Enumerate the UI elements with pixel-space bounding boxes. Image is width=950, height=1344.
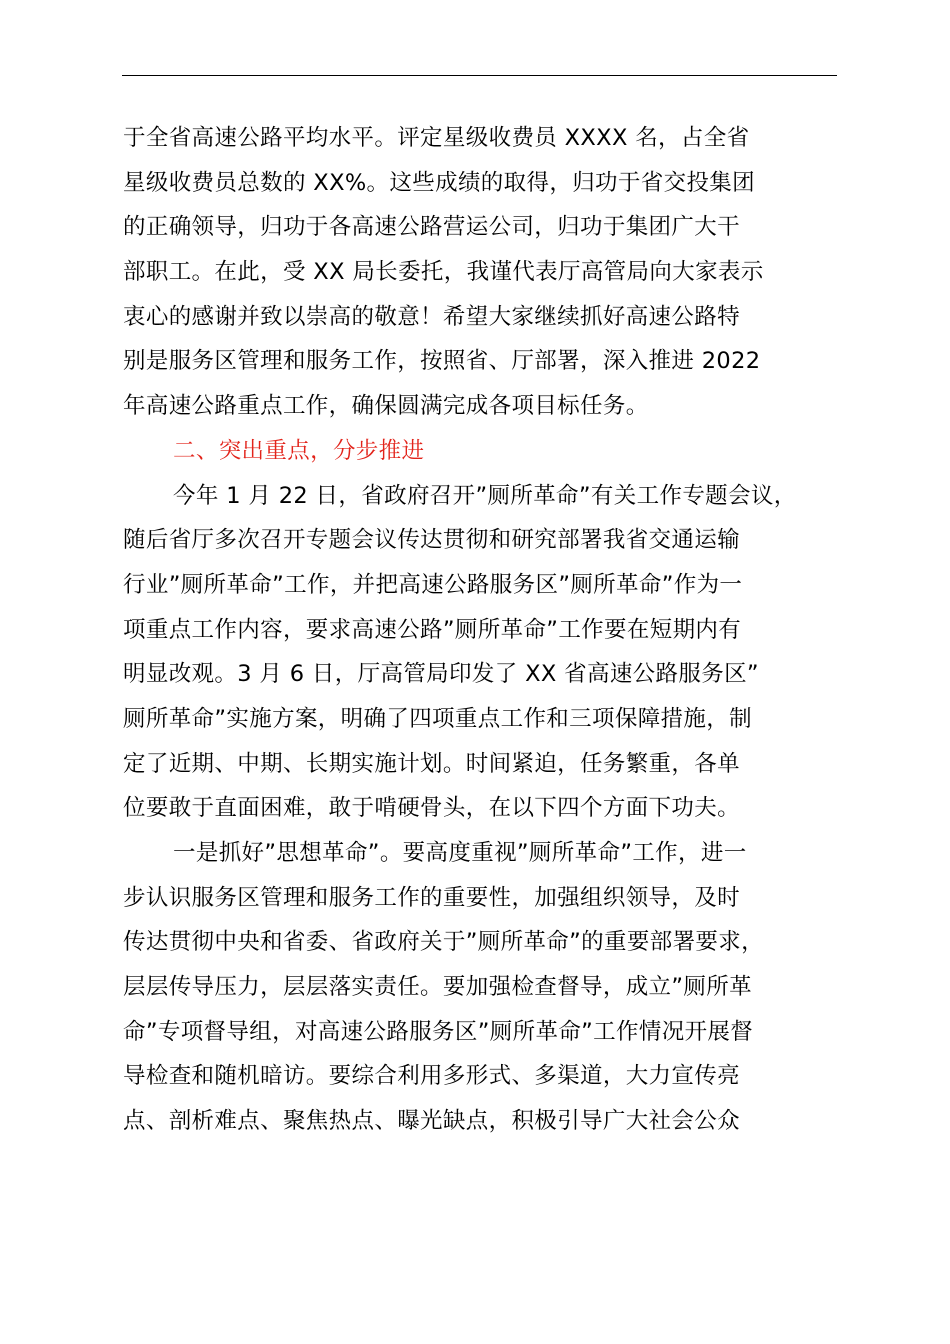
paragraph-ideological-revolution bbox=[123, 831, 837, 1144]
text-line: 今年 1 月 22 日，省政府召开”厕所革命”有关工作专题会议， bbox=[173, 482, 797, 509]
text-line: 行业”厕所革命”工作，并把高速公路服务区”厕所革命”作为一 bbox=[123, 571, 743, 598]
paragraph-toilet-revolution-plan bbox=[123, 474, 837, 832]
section-heading bbox=[123, 429, 837, 474]
text-line: 于全省高速公路平均水平。评定星级收费员 XXXX 名，占全省 bbox=[123, 125, 750, 151]
document-body bbox=[123, 116, 837, 1144]
text-line: 厕所革命”实施方案，明确了四项重点工作和三项保障措施，制 bbox=[123, 705, 752, 732]
paragraph-achievements bbox=[123, 116, 837, 429]
text-line: 步认识服务区管理和服务工作的重要性，加强组织领导，及时 bbox=[123, 884, 740, 911]
text-line: 别是服务区管理和服务工作，按照省、厅部署，深入推进 2022 bbox=[123, 348, 761, 375]
text-line: 项重点工作内容，要求高速公路”厕所革命”工作要在短期内有 bbox=[123, 616, 742, 643]
text-line: 传达贯彻中央和省委、省政府关于”厕所革命”的重要部署要求， bbox=[123, 929, 764, 956]
text-line: 明显改观。3 月 6 日，厅高管局印发了 XX 省高速公路服务区” bbox=[123, 661, 759, 688]
text-line: 层层传导压力，层层落实责任。要加强检查督导，成立”厕所革 bbox=[123, 974, 752, 1001]
text-line: 部职工。在此，受 XX 局长委托，我谨代表厅高管局向大家表示 bbox=[123, 259, 764, 286]
text-line: 的正确领导，归功于各高速公路营运公司，归功于集团广大干 bbox=[123, 214, 740, 241]
section-heading-text: 二、突出重点，分步推进 bbox=[173, 437, 425, 464]
text-line: 年高速公路重点工作，确保圆满完成各项目标任务。 bbox=[123, 393, 649, 420]
text-line: 星级收费员总数的 XX%。这些成绩的取得，归功于省交投集团 bbox=[123, 169, 756, 196]
text-line: 命”专项督导组，对高速公路服务区”厕所革命”工作情况开展督 bbox=[123, 1018, 754, 1045]
text-line: 导检查和随机暗访。要综合利用多形式、多渠道，大力宣传亮 bbox=[123, 1063, 740, 1090]
text-line: 点、剖析难点、聚焦热点、曝光缺点，积极引导广大社会公众 bbox=[123, 1108, 740, 1135]
text-line: 随后省厅多次召开专题会议传达贯彻和研究部署我省交通运输 bbox=[123, 527, 740, 554]
header-rule bbox=[122, 75, 837, 76]
text-line: 位要敢于直面困难，敢于啃硬骨头，在以下四个方面下功夫。 bbox=[123, 795, 740, 822]
text-line: 定了近期、中期、长期实施计划。时间紧迫，任务繁重，各单 bbox=[123, 750, 740, 777]
text-line: 衷心的感谢并致以崇高的敬意！希望大家继续抓好高速公路特 bbox=[123, 303, 740, 330]
text-line: 一是抓好”思想革命”。要高度重视”厕所革命”工作，进一 bbox=[173, 840, 747, 866]
